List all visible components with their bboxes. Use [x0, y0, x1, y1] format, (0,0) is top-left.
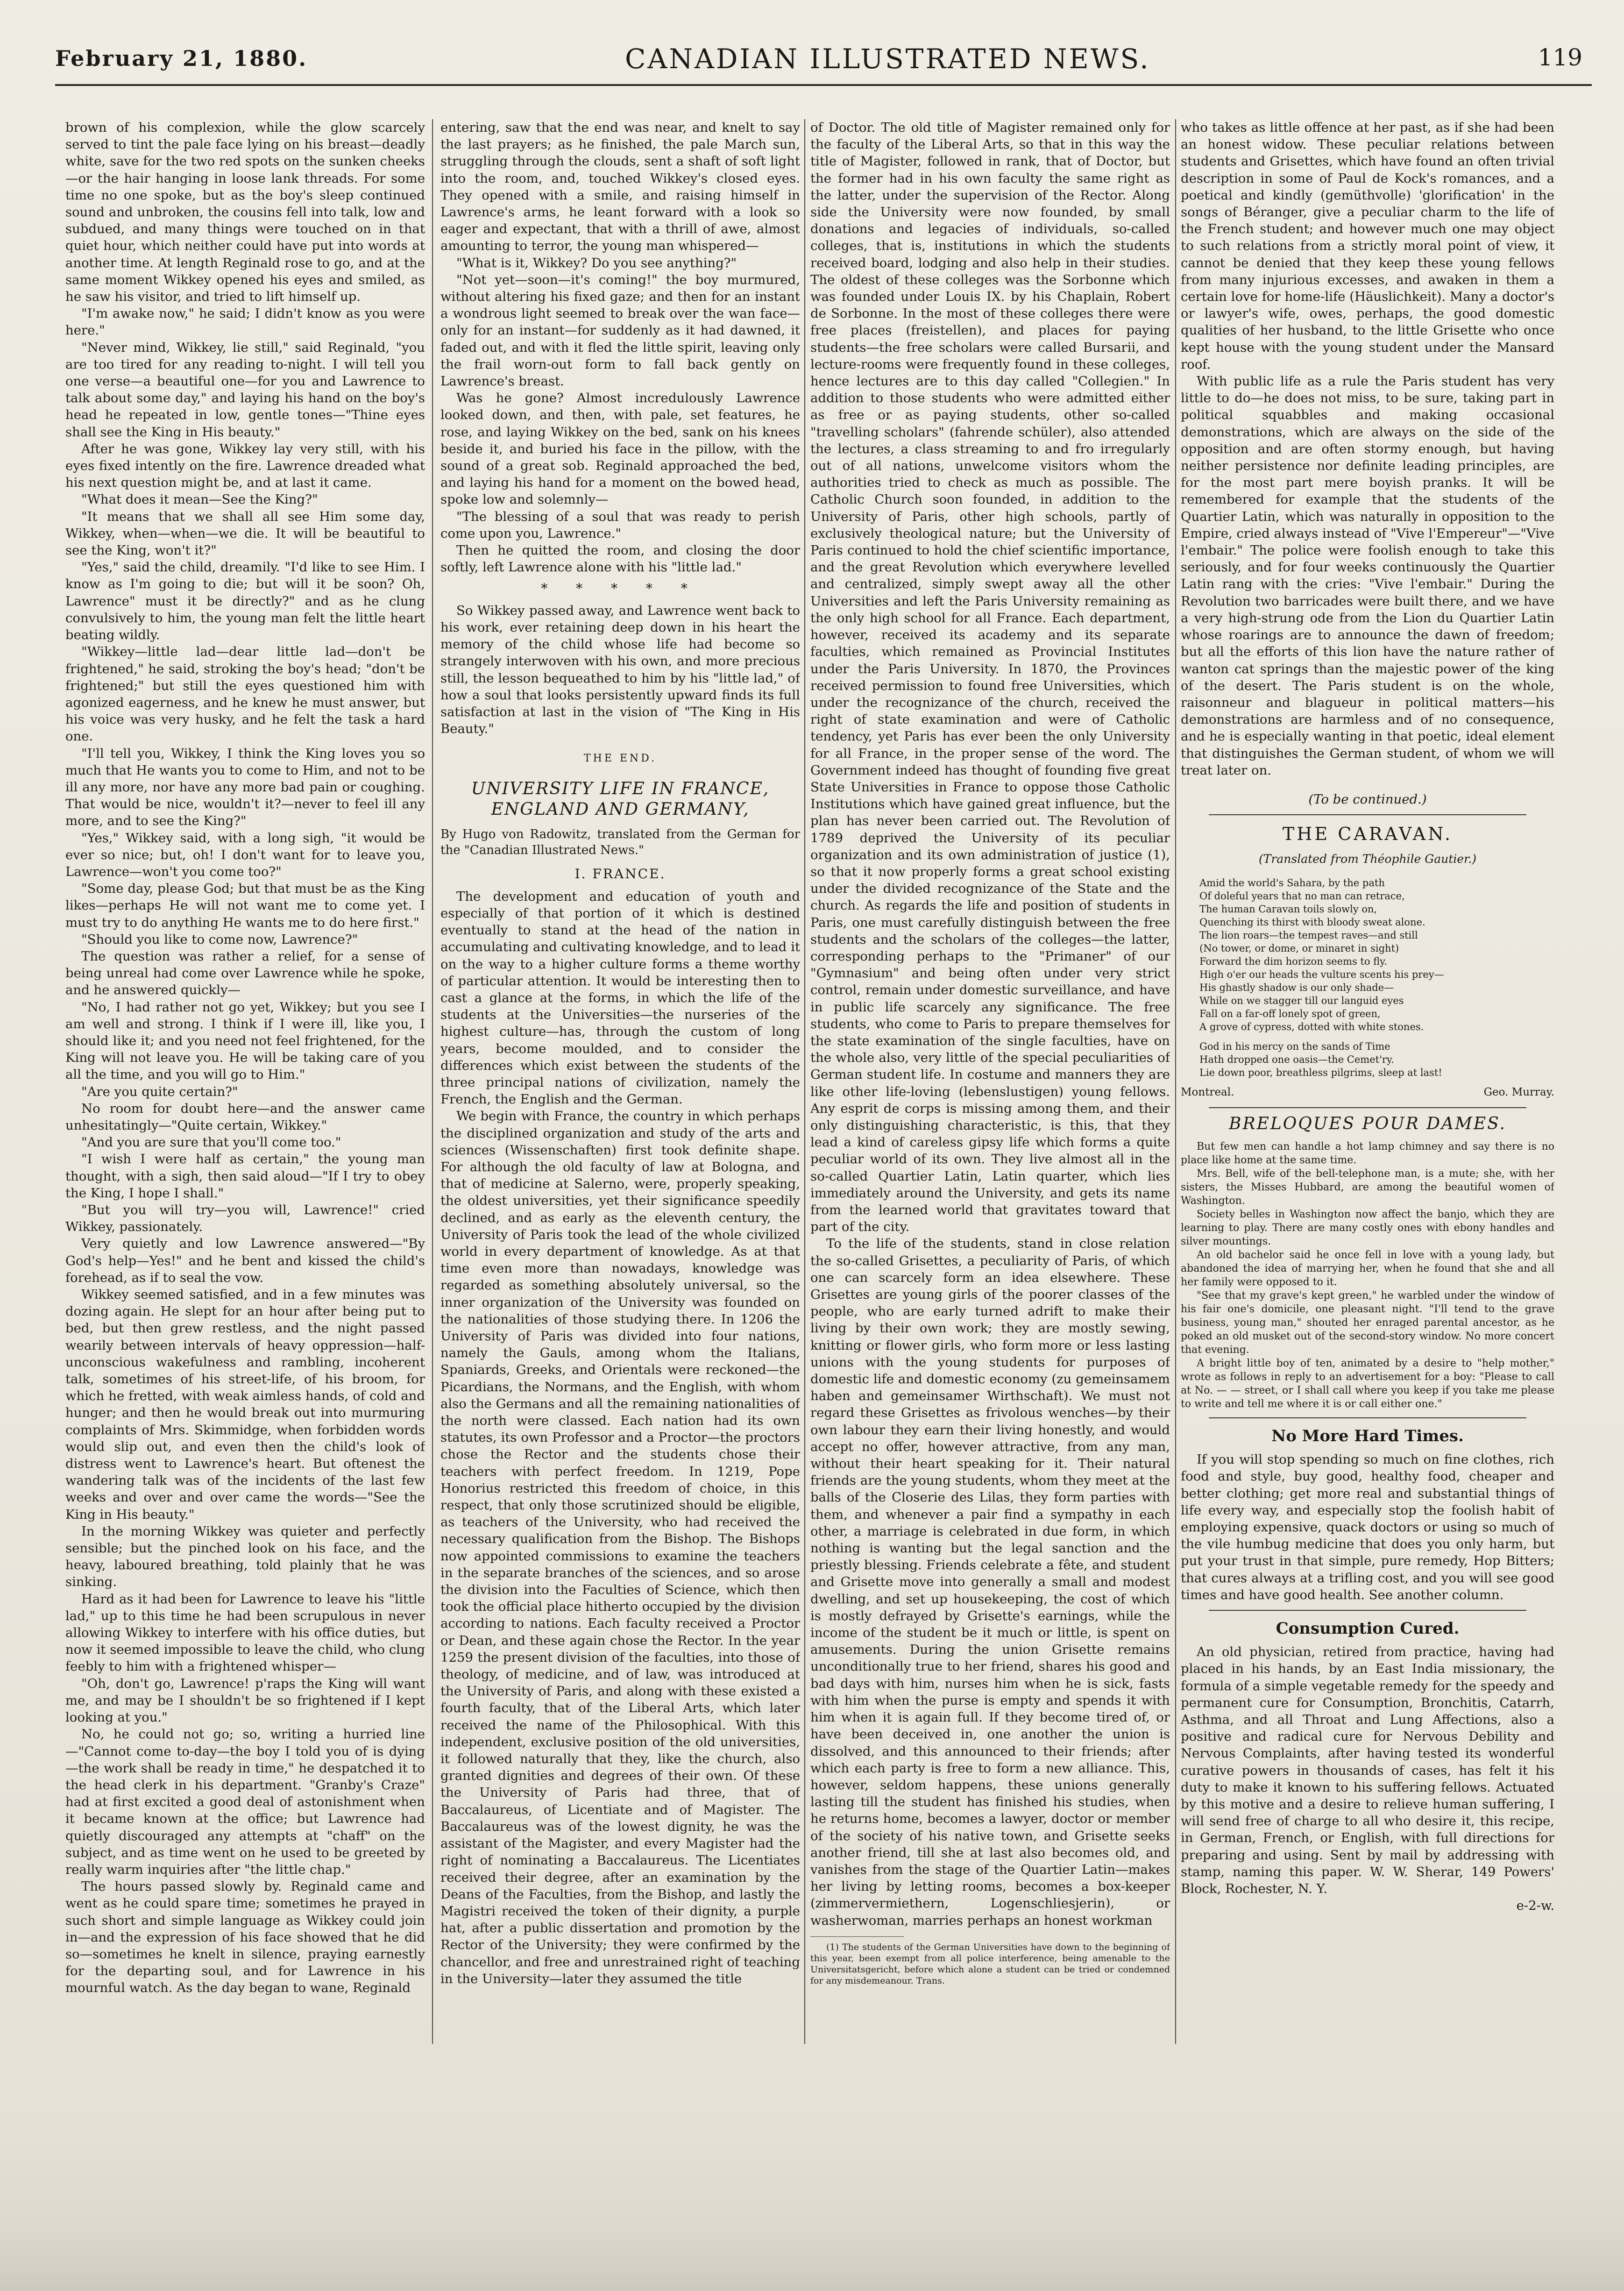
footnote: (1) The students of the German Universities have down to the beginning of this year, been exempt from all police interference, being amenable to the Universitatsgericht, before which alone a student can be tried or condemned for any misdemeanour. Trans.	[810, 1942, 1170, 1986]
paragraph: The development and education of youth and especially of that portion of it which is destined eventually to stand at the head of the nation in accumulating and cultivating knowledge, and to lead it on the way to a higher culture forms a theme worthy of particular attention. It would be interesting then to cast a glance at the forms, in which the life of the students at the Universities—the nurseries of the highest culture—has, through the custom of long years, become moulded, and to consider the differences which exist between the students of the three principal nations of civilization, namely the French, the English and the German.	[440, 889, 800, 1107]
poem-line: Of doleful years that no man can retrace,	[1199, 890, 1405, 902]
footnote-rule	[810, 1936, 904, 1937]
paragraph: "But you will try—you will, Lawrence!" cried Wikkey, passionately.	[65, 1202, 425, 1235]
advert-heading: Consumption Cured.	[1276, 1619, 1460, 1638]
paragraph: "Yes," said the child, dreamily. "I'd like to see Him. I know as I'm going to die; but will it be soon? Oh, Lawrence" must it be directly?" and as he clung convulsively to him, the young man felt the little heart beating wildly.	[65, 560, 425, 643]
paragraph: "I'm awake now," he said; I didn't know as you were here."	[65, 306, 425, 338]
page-number: 119	[1538, 44, 1582, 71]
paragraph: "Never mind, Wikkey, lie still," said Reginald, "you are too tired for any reading to-night. I will tell you one verse—a beautiful one—for you and Lawrence to talk about some day," and laying his hand on the boy's head he repeated in low, gentle tones—"Thine eyes shall see the King in His beauty."	[65, 340, 425, 440]
poem-line: Fall on a far-off lonely spot of green,	[1199, 1008, 1381, 1019]
poem-line: The lion roars—the tempest raves—and still	[1199, 929, 1418, 941]
page-header	[55, 19, 1592, 86]
divider	[1209, 814, 1526, 815]
divider	[1209, 1417, 1526, 1418]
poem-line: God in his mercy on the sands of Time	[1199, 1040, 1390, 1052]
poem-line: While on we stagger till our languid eyes	[1199, 995, 1404, 1006]
story-end-label: THE END.	[583, 753, 657, 765]
column-rule	[804, 119, 805, 2044]
poem-line: The human Caravan toils slowly on,	[1199, 903, 1377, 915]
column-1	[65, 119, 425, 2044]
poem-line: A grove of cypress, dotted with white stones.	[1199, 1021, 1424, 1032]
poem-line: Quenching its thirst with bloody sweat alone.	[1199, 916, 1425, 928]
news-item: But few men can handle a hot lamp chimney and say there is no place like home at the same time.	[1181, 1140, 1554, 1166]
paragraph: "The blessing of a soul that was ready to perish come upon you, Lawrence."	[440, 509, 800, 541]
news-item: Society belles in Washington now affect the banjo, which they are learning to play. There are many costly ones with ebony handles and silver mountings.	[1181, 1208, 1554, 1247]
poem-line: Amid the world's Sahara, by the path	[1199, 877, 1385, 889]
poem-line: Forward the dim horizon seems to fly.	[1199, 955, 1387, 967]
paragraph: "Wikkey—little lad—dear little lad—don't be frightened," he said, stroking the boy's head; "don't be frightened;" but still the eyes questioned him with agonized eagerness, and he knew he must answer, but his voice was very husky, and he felt the task a hard one.	[65, 644, 425, 744]
column-rule	[1175, 119, 1176, 2044]
section-stars: * * * * *	[541, 581, 700, 597]
poem-author: Geo. Murray.	[1483, 1086, 1554, 1098]
paragraph: "No, I had rather not go yet, Wikkey; but you see I am well and strong. I think if I were ill, like you, I should like it; and you need not feel frightened, for the King will not leave you. He will be taking care of you all the time, and you will go to Him."	[65, 999, 425, 1082]
advert-text: If you will stop spending so much on fine clothes, rich food and style, buy good, healthy food, cheaper and better clothing; get more real and substantial things of life every way, and especially stop the foolish habit of employing expensive, quack doctors or using so much of the vile humbug medicine that does you only harm, but put your trust in that simple, pure remedy, Hop Bitters; that cures always at a trifling cost, and you will see good times and have good health. See another column.	[1181, 1452, 1554, 1602]
poem-place: Montreal.	[1181, 1086, 1234, 1098]
article-title: UNIVERSITY LIFE IN FRANCE, ENGLAND AND GERMANY,	[471, 779, 770, 819]
paragraph: We begin with France, the country in which perhaps the disciplined organization and study of the arts and sciences (Wissenschaften) first took definite shape. For although the old faculty of law at Bologna, and that of medicine at Salerno, were, properly speaking, the oldest universities, yet their significance speedily declined, and as early as the eleventh century, the University of Paris took the lead of the whole civilized world in every department of knowledge. As at that time even more than nowadays, knowledge was regarded as something absolutely universal, so the inner organization of the University was founded on the nationalities of those studying there. In 1206 the University of Paris was divided into four nations, namely the Gauls, among whom the Italians, Spaniards, Greeks, and Orientals were reckoned—the Picardians, the Normans, and the English, with whom also the Germans and all the remaining nationalities of the north were classed. Each nation had its own statutes, its own Professor and a Proctor—the proctors chose the Rector and the students chose their teachers with perfect freedom. In 1219, Pope Honorius restricted this freedom of choice, in this respect, that only those scrutinized should be eligible, as teachers of the University, who had received the necessary qualification from the Bishop. The Bishops now appointed commissions to examine the teachers in the separate branches of the sciences, and so arose the division into the Faculties of Science, which then took the official place hitherto occupied by the division according to nations. Each faculty received a Proctor or Dean, and these again chose the Rector. In the year 1259 the present division of the faculties, into those of theology, of medicine, and of law, was introduced at the University of Paris, and along with these existed a fourth faculty, that of the Liberal Arts, which later received the name of the Philosophical. With this independent, exclusive position of the old universities, it followed naturally that they, like the church, also granted dignities and degrees of their own. Of these the University of Paris had three, that of Baccalaureus, of Licentiate and of Magister. The Baccalaureus was of the lowest dignity, he was the assistant of the Magister, and every Magister had the right of nominating a Baccalaureus. The Licentiates received their degree, after an examination by the Deans of the Faculties, from the Bishop, and lastly the Magistri received the token of their dignity, a purple hat, after a public dissertation and promotion by the Rector of the University; they were confirmed by the chancellor, and free and unrestrained right of teaching in the University—later they assumed the title	[440, 1109, 800, 1986]
paragraph: "Should you like to come now, Lawrence?"	[81, 932, 358, 947]
paragraph: "Oh, don't go, Lawrence! p'raps the King will want me, and may be I shouldn't be so frightened if I kept looking at you."	[65, 1676, 425, 1725]
advert-heading: No More Hard Times.	[1271, 1426, 1464, 1445]
paper-wear	[0, 2130, 1624, 2291]
poem-translation-credit: (Translated from Théophile Gautier.)	[1259, 852, 1476, 866]
paragraph: The hours passed slowly by. Reginald came and went as he could spare time; sometimes he prayed in such short and simple language as Wikkey could join in—and the expression of his face showed that he did so—sometimes he knelt in silence, praying earnestly for the departing soul, and for Lawrence in his mournful watch. As the day began to wane, Reginald	[65, 1879, 425, 1996]
paragraph: Was he gone? Almost incredulously Lawrence looked down, and then, with pale, set features, he rose, and laying Wikkey on the bed, sank on his knees beside it, and buried his face in the pillow, with the sound of a great sob. Reginald approached the bed, and laying his hand for a moment on the bowed head, spoke low and solemnly—	[440, 391, 800, 507]
news-item: "See that my grave's kept green," he warbled under the window of his fair one's domicile, one pleasant night. "I'll tend to the grave business, young man," shouted her enraged parental ancestor, as he poked an old musket out of the second-story window. No more concert that evening.	[1181, 1289, 1554, 1356]
paragraph: With public life as a rule the Paris student has very little to do—he does not miss, to be sure, taking part in political squabbles and making occasional demonstrations, which are always on the side of the opposition and are often stormy enough, but having neither persistence nor definite leading principles, are for the most part mere boyish pranks. It will be remembered for example that the students of the Quartier Latin, which was naturally in opposition to the Empire, cried always instead of "Vive l'Empereur"—"Vive l'embair." The police were foolish enough to take this seriously, and for four weeks continuously the Quartier Latin rang with the cries: "Vive l'embair." During the Revolution two barricades were built there, and we have a very high-strung ode from the Lion du Quartier Latin whose roarings are to announce the dawn of freedom; but all the efforts of this lion have the nature rather of wanton cat springs than the majestic power of the king of the desert. The Paris student is on the whole, raisonneur and blagueur in political matters—his demonstrations are harmless and of no consequence, and he is especially wanting in that poetic, ideal element that distinguishes the German student, of whom we will treat later on.	[1181, 374, 1554, 778]
divider	[1209, 1107, 1526, 1108]
paragraph: No, he could not go; so, writing a hurried line—"Cannot come to-day—the boy I told you of is dying—the work shall be ready in time," he despatched it to the head clerk in his department. "Granby's Craze" had at first excited a good deal of astonishment when it became known at the office; but Lawrence had quietly discouraged any attempts at "chaff" on the subject, and as time went on he used to be greeted by really warm inquiries after "the little chap."	[65, 1727, 425, 1877]
paragraph: brown of his complexion, while the glow scarcely served to tint the pale face lying on his breast—deadly white, save for the two red spots on the sunken cheeks—or the hair hanging in loose lank threads. For some time no one spoke, but as the boy's sleep continued sound and unbroken, the cousins fell into talk, low and subdued, and many things were touched on in that quiet hour, which neither could have put into words at another time. At length Reginald rose to go, and at the same moment Wikkey opened his eyes and smiled, as he saw his visitor, and tried to lift himself up.	[65, 120, 425, 305]
poem-line: Lie down poor, breathless pilgrims, sleep at last!	[1199, 1067, 1442, 1078]
section-heading: BRELOQUES POUR DAMES.	[1229, 1114, 1506, 1133]
poem-line: High o'er our heads the vulture scents his prey—	[1199, 968, 1444, 980]
paragraph: "What is it, Wikkey? Do you see anything?"	[456, 255, 737, 270]
paragraph: Wikkey seemed satisfied, and in a few minutes was dozing again. He slept for an hour after being put to bed, but then grew restless, and the night passed wearily between intervals of heavy oppression—half-unconscious wakefulness and rambling, incoherent talk, sometimes of his street-life, of his broom, for which he fretted, with weak aimless hands, of cold and hunger; and then he would break out into murmuring complaints of Mrs. Skimmidge, when forbidden words would slip out, and even then the child's look of distress went to Lawrence's heart. But oftenest the wandering talk was of the incidents of the last few weeks and over and over came the words—"See the King in His beauty."	[65, 1287, 425, 1522]
masthead-title: CANADIAN ILLUSTRATED NEWS.	[625, 43, 1150, 75]
issue-date: February 21, 1880.	[55, 46, 308, 71]
poem-line: (No tower, or dome, or minaret in sight)	[1199, 942, 1399, 954]
paragraph: Very quietly and low Lawrence answered—"By God's help—Yes!" and he bent and kissed the child's forehead, as if to seal the vow.	[65, 1236, 425, 1285]
paragraph: Hard as it had been for Lawrence to leave his "little lad," up to this time he had been scrupulous in never allowing Wikkey to interfere with his office duties, but now it seemed impossible to leave the child, who clung feebly to him with a frightened whisper—	[65, 1591, 425, 1674]
paragraph: No room for doubt here—and the answer came unhesitatingly—"Quite certain, Wikkey."	[65, 1101, 425, 1133]
column-rule	[432, 119, 433, 2044]
advert-code: e-2-w.	[1516, 1898, 1554, 1914]
paragraph: So Wikkey passed away, and Lawrence went back to his work, ever retaining deep down in his heart the memory of the child whose life had become so strangely interwoven with his own, and more precious still, the lesson bequeathed to him by his "little lad," of how a soul that looks persistently upward finds its full satisfaction at last in the vision of "The King in His Beauty."	[440, 603, 800, 737]
paragraph: "What does it mean—See the King?"	[81, 492, 318, 507]
paragraph: entering, saw that the end was near, and knelt to say the last prayers; as he finished, the pale March sun, struggling through the clouds, sent a shaft of soft light into the room, and, touched Wikkey's closed eyes. They opened with a smile, and raising himself in Lawrence's arms, he leant forward with a look so eager and expectant, that with a thrill of awe, almost amounting to terror, the young man whispered—	[440, 120, 800, 254]
paragraph: "And you are sure that you'll come too."	[81, 1135, 341, 1150]
news-item: A bright little boy of ten, animated by a desire to "help mother," wrote as follows in reply to an advertisement for a boy: "Please to call at No. — — street, or I shall call where you keep if you take me please to write and tell me where it is or call either one."	[1181, 1357, 1554, 1410]
poem-line: Hath dropped one oasis—the Cemet'ry.	[1199, 1053, 1394, 1065]
paragraph: of Doctor. The old title of Magister remained only for the faculty of the Liberal Arts, so that in this way the title of Magister, followed in rank, that of Doctor, but the former had in his own faculty the same right as the latter, under the supervision of the Rector. Along side the University were now founded, by small donations and legacies of individuals, so-called colleges, that is, institutions in which the students received board, lodging and also help in their studies. The oldest of these colleges was the Sorbonne which was founded under Louis IX. by his Chaplain, Robert de Sorbonne. In the most of these colleges there were free places (freistellen), and places for paying students—the free scholars were called Bursarii, and lecture-rooms were frequently found in these colleges, hence lectures are to this day called "Collegien." In addition to those students who were admitted either as free or as paying students, other so-called "travelling scholars" (fahrende schüler), also attended the lectures, a class streaming to and fro irregularly out of all nations, unwelcome visitors whom the authorities tried to check as much as possible. The Catholic Church soon founded, in addition to the University of Paris, other high schools, partly of exclusively theological nature; but the University of Paris continued to hold the chief scientific importance, and the great Revolution which everywhere levelled and centralized, simply swept away all the other Universities and left the Paris University remaining as the only high school for all France. Each department, however, received its academy and its separate faculties, which remained as Provincial Institutes under the Paris University. In 1870, the Provinces received permission to found free Universities, which under the recognizance of the church, received the right of state examination and were of Catholic tendency, yet Paris has ever been the only University for all France, in the proper sense of the word. The Government indeed has thought of founding five great State Universities in France to oppose those Catholic Institutions which have gained great influence, but the plan has never been carried out. The Revolution of 1789 deprived the University of its peculiar organization and its own administration of justice (1), so that it now properly forms a great school existing under the divided recognizance of the State and the church. As regards the life and position of students in Paris, one must carefully distinguish between the free students and the scholars of the colleges—the latter, corresponding perhaps to the "Primaner" of our "Gymnasium" and being often under very strict control, remain under domestic surveillance, and have in public life scarcely any significance. The free students, who come to Paris to prepare themselves for the state examination of the single faculties, have on the whole also, very little of the special peculiarities of German student life. In costume and manners they are like other life-loving (lebenslustigen) young fellows. Any esprit de corps is missing among them, and their only distinguishing characteristic, is this, that they lead a kind of careless gipsy life which forms a quite peculiar world of its own. They live almost all in the so-called Quartier Latin, Latin quarter, which lies immediately around the University, and gets its name from the learned world that gravitates toward that part of the city.	[810, 120, 1170, 1235]
poem-signature	[1181, 1084, 1554, 1101]
column-4	[1181, 119, 1554, 2044]
paragraph: "Yes," Wikkey said, with a long sigh, "it would be ever so nice; but, oh! I don't want for to leave you, Lawrence—won't you come too?"	[65, 830, 425, 879]
poem-title: THE CARAVAN.	[1282, 824, 1453, 845]
news-item: An old bachelor said he once fell in love with a young lady, but abandoned the idea of marrying her, when he found that she and all her family were opposed to it.	[1181, 1249, 1554, 1288]
paragraph: who takes as little offence at her past, as if she had been an honest widow. These peculiar relations between students and Grisettes, which have found an often trivial description in some of Paul de Kock's romances, and a poetical and kindly (gemüthvolle) 'glorification' in the songs of Béranger, give a peculiar charm to the life of the French student; and however much one may object to such relations from a strictly moral point of view, it cannot be denied that they keep these young fellows from many injurious excesses, and awaken in them a certain love for home-life (Häuslichkeit). Many a doctor's or lawyer's wife, owes, perhaps, the good domestic qualities of her husband, to the little Grisette who once kept house with the young student under the Mansard roof.	[1181, 120, 1554, 372]
to-be-continued: (To be continued.)	[1308, 791, 1427, 807]
paragraph: "Some day, please God; but that must be as the King likes—perhaps He will not want me to come yet. I must try to do anything He wants me to do here first."	[65, 881, 425, 930]
paragraph: Then he quitted the room, and closing the door softly, left Lawrence alone with his "little lad."	[440, 543, 800, 575]
article-byline: By Hugo von Radowitz, translated from the German for the "Canadian Illustrated News."	[440, 827, 800, 857]
paragraph: The question was rather a relief, for a sense of being unreal had come over Lawrence while he spoke, and he answered quickly—	[65, 948, 425, 998]
column-2	[440, 119, 800, 2044]
divider	[1209, 1610, 1526, 1611]
advert-text: An old physician, retired from practice, having had placed in his hands, by an East India missionary, the formula of a simple vegetable remedy for the speedy and permanent cure for Consumption, Bronchitis, Catarrh, Asthma, and all Throat and Lung Affections, also a positive and radical cure for Nervous Debility and Nervous Complaints, after having tested its wonderful curative powers in thousands of cases, has felt it his duty to make it known to his suffering fellows. Actuated by this motive and a desire to relieve human suffering, I will send free of charge to all who desire it, this recipe, in German, French, or English, with full directions for preparing and using. Sent by mail by addressing with stamp, naming this paper. W. W. Sherar, 149 Powers' Block, Rochester, N. Y.	[1181, 1644, 1554, 1897]
news-item: Mrs. Bell, wife of the bell-telephone man, is a mute; she, with her sisters, the Misses Hubbard, are among the beautiful women of Washington.	[1181, 1167, 1554, 1207]
poem-line: His ghastly shadow is our only shade—	[1199, 982, 1394, 993]
paragraph: After he was gone, Wikkey lay very still, with his eyes fixed intently on the fire. Lawrence dreaded what his next question might be, and at last it came.	[65, 441, 425, 491]
paragraph: "It means that we shall all see Him some day, Wikkey, when—when—we die. It will be beautiful to see the King, won't it?"	[65, 509, 425, 558]
paragraph: "Not yet—soon—it's coming!" the boy murmured, without altering his fixed gaze; and then for an instant a wondrous light seemed to break over the wan face—only for an instant—for suddenly as it had dawned, it faded out, and with it fled the little spirit, leaving only the frail worn-out form to fall back gently on Lawrence's breast.	[440, 272, 800, 389]
paragraph: To the life of the students, stand in close relation the so-called Grisettes, a peculiarity of Paris, of which one can scarcely form an idea elsewhere. These Grisettes are young girls of the poorer classes of the people, who are early turned adrift to make their living by their own work; they are mostly sewing, knitting or flower girls, who form more or less lasting unions with the young students for purposes of domestic life and domestic economy (zu gemeinsamem haben and gemeinsamer Wirthschaft). We must not regard these Grisettes as frivolous wenches—by their own labour they earn their living honestly, and would accept no offer, however attractive, from any man, without their heart speaking for it. Their natural friends are the young students, whom they meet at the balls of the Closerie des Lilas, they form parties with them, and whenever a pair find a sympathy in each other, a marriage is celebrated in due form, in which nothing is wanting but the legal sanction and the priestly blessing. Friends celebrate a fête, and student and Grisette move into generally a small and modest dwelling, and set up housekeeping, the cost of which is mostly defrayed by Grisette's earnings, while the income of the student be it much or little, is spent on amusements. During the union Grisette remains unconditionally true to her friend, shares his good and bad days with him, nurses him when he is sick, fasts with him when the purse is empty and spends it with him when it is again full. If they become tired of, or have been deceived in, one another the union is dissolved, and this announced to their friends; after which each party is free to form a new alliance. This, however, seldom happens, these unions generally lasting till the student has finished his studies, when he returns home, becomes a lawyer, doctor or member of the society of his native town, and Grisette seeks another friend, till she at last also becomes old, and vanishes from the stage of the Quartier Latin—makes her living by letting rooms, becomes a box-keeper (zimmervermiethern, Logenschliesjerin), or washerwoman, marries perhaps an honest workman	[810, 1236, 1170, 1928]
paragraph: In the morning Wikkey was quieter and perfectly sensible; but the pinched look on his face, and the heavy, laboured breathing, told plainly that he was sinking.	[65, 1523, 425, 1590]
section-heading: I. FRANCE.	[574, 866, 666, 882]
paragraph: "I'll tell you, Wikkey, I think the King loves you so much that He wants you to come to Him, and not to be ill any more, nor have any more bad pain or coughing. That would be nice, wouldn't it?—never to feel ill any more, and to see the King?"	[65, 746, 425, 829]
paragraph: "Are you quite certain?"	[81, 1084, 238, 1099]
paragraph: "I wish I were half as certain," the young man thought, with a sigh, then said aloud—"If I try to obey the King, I hope I shall."	[65, 1152, 425, 1201]
column-3	[810, 119, 1170, 2044]
